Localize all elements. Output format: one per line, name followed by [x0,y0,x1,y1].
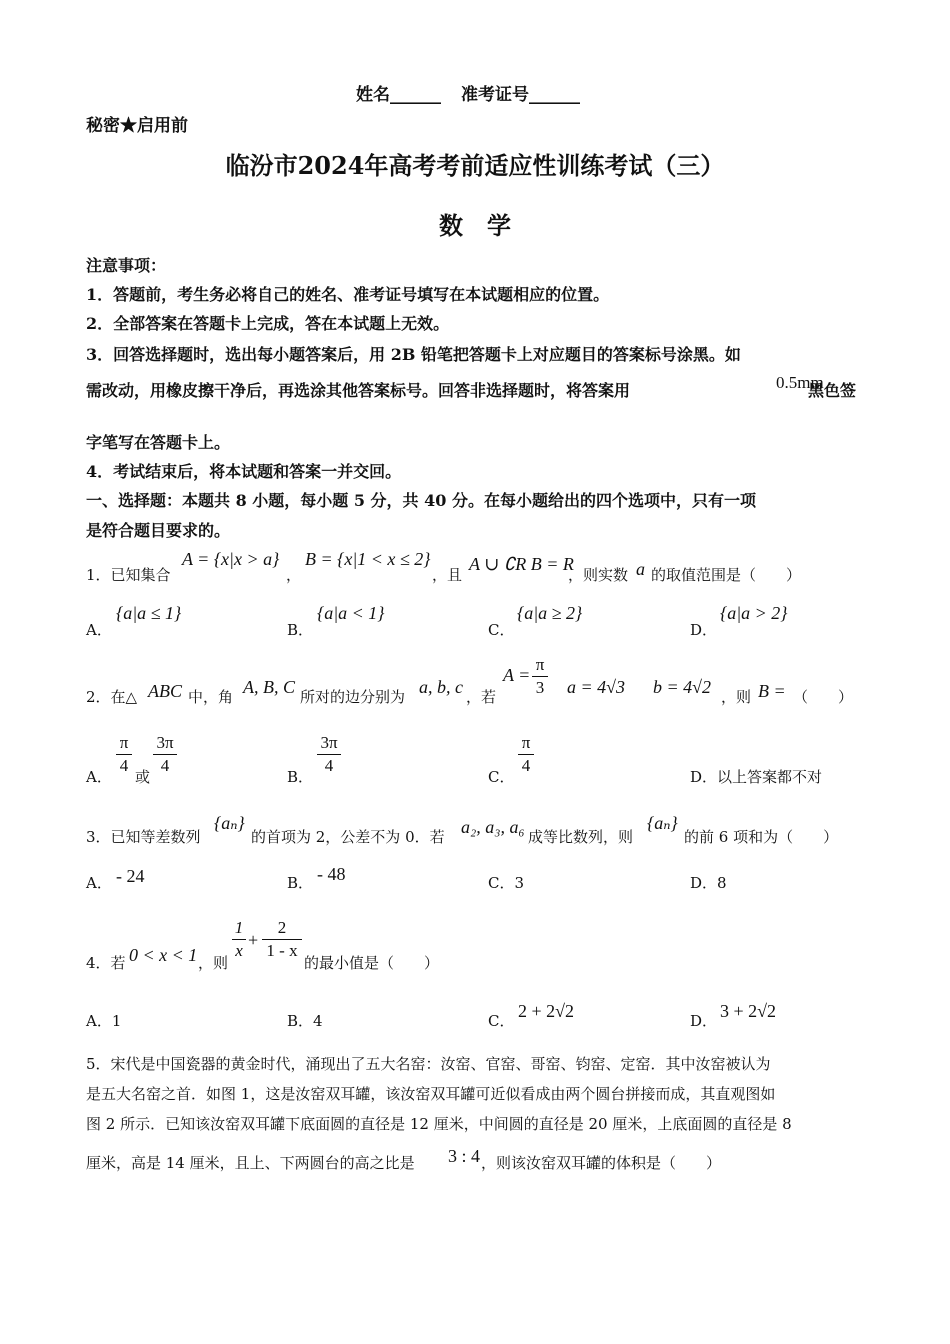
q1-option-a-label: A． [86,621,112,639]
fraction-bar [262,939,302,940]
name-field-label: 姓名______ [356,85,441,105]
q4-option-d-label: D． [690,1012,718,1030]
q5-line-2: 是五大名窑之首．如图 1，这是汝窑双耳罐，该汝窑双耳罐可近似看成由两个圆台拼接而成，其直观图如 [86,1085,776,1103]
q3-mid-1: 的首项为 2，公差不为 0．若 [251,828,445,846]
q2-side-b: b = 4√2 [653,677,712,697]
q1-option-d: {a|a > 2} [720,603,788,623]
q3-prefix: 3．已知等差数列 [86,828,201,846]
q1-option-b-label: B． [287,621,314,639]
q2-mid-2: 所对的边分别为 [300,688,406,706]
q2-option-d: D．以上答案都不对 [690,768,823,786]
q4-suffix: 的最小值是（ ） [304,954,440,972]
confidential-mark: 秘密★启用前 [86,116,188,136]
numerator: π [119,733,129,752]
subject-title: 数 学 [439,211,511,240]
q1-suffix-1: ，则实数 [568,566,629,584]
q3-sequence-2: {aₙ} [647,813,678,833]
q1-suffix-2: 的取值范围是（ ） [651,566,802,584]
note-3-line-3: 字笔写在答题卡上。 [86,433,231,452]
q4-option-c: 2 + 2√2 [518,1001,575,1021]
note-3-line-2b: 黑色签 [808,381,857,400]
q4-option-b: B．4 [287,1012,323,1030]
numerator: 2 [277,918,287,937]
q2-option-b-label: B． [287,768,314,786]
fraction-bar [518,754,534,755]
q4-range: 0 < x < 1 [129,945,198,965]
fraction-bar [232,939,246,940]
q2-option-a-fraction-1 [116,733,132,776]
q1-option-a: {a|a ≤ 1} [116,603,182,623]
note-2: 2．全部答案在答题卡上完成，答在本试题上无效。 [86,314,450,333]
q3-suffix: 的前 6 项和为（ ） [684,828,839,846]
q2-sides: a, b, c [419,677,463,697]
fraction-bar [317,754,341,755]
q1-set-a: A = {x|x > a} [182,549,280,569]
q1-condition: A ∪ ∁R B = R [469,554,574,574]
q2-a-angle: A = [503,665,531,685]
q3-terms: a₂, a₃, a₆ [461,817,525,837]
note-4: 4．考试结束后，将本试题和答案一并交回。 [86,462,402,481]
q4-fraction-1 [232,918,246,961]
q5-line-4a: 厘米，高是 14 厘米，且上、下两圆台的高之比是 [86,1154,415,1172]
fraction-bar [153,754,177,755]
q2-angles: A, B, C [243,677,295,697]
q4-option-a: A．1 [86,1012,122,1030]
q2-a-numerator: π [535,655,545,674]
q5-line-3: 图 2 所示．已知该汝窑双耳罐下底面圆的直径是 12 厘米，中间圆的直径是 20 厘米，上底面圆的直径是 8 [86,1115,792,1133]
q1-option-d-label: D． [690,621,718,639]
q4-option-c-label: C． [488,1012,515,1030]
q2-suffix-1: ，则 [721,688,752,706]
q2-mid-3: ，若 [466,688,497,706]
q3-mid-2: 成等比数列，则 [528,828,634,846]
denominator: 4 [119,756,129,775]
section-1-instructions-line-2: 是符合题目要求的。 [86,521,231,540]
note-3-line-2a: 需改动，用橡皮擦干净后，再选涂其他答案标号。回答非选择题时，将答案用 [86,381,631,400]
q2-option-a-fraction-2 [153,733,177,776]
q4-fraction-2 [262,918,302,961]
numerator: 1 [234,918,244,937]
q3-option-d: D．8 [690,874,727,892]
q1-option-b: {a|a < 1} [317,603,385,623]
q3-sequence: {aₙ} [214,813,245,833]
q3-option-a: - 24 [116,866,145,886]
denominator: 1 - x [266,941,298,960]
q2-side-a: a = 4√3 [567,677,626,697]
q3-option-c: C．3 [488,874,525,892]
notes-heading: 注意事项： [86,256,167,275]
q1-comma: ， [286,566,302,584]
note-1: 1．答题前，考生务必将自己的姓名、准考证号填写在本试题相应的位置。 [86,285,610,304]
q2-option-c-label: C． [488,768,515,786]
q2-option-a-or: 或 [135,768,151,786]
q2-triangle: ABC [148,681,182,701]
fraction-bar [532,676,548,677]
denominator: x [235,941,243,960]
q3-option-b-label: B． [287,874,314,892]
fraction-bar [116,754,132,755]
q4-prefix: 4．若 [86,954,126,972]
numerator: π [521,733,531,752]
q2-prefix: 2．在△ [86,688,138,706]
q1-option-c-label: C． [488,621,515,639]
numerator: 3π [320,733,338,752]
q4-mid: ，则 [198,954,229,972]
q1-set-b: B = {x|1 < x ≤ 2} [305,549,431,569]
q2-option-b-fraction [317,733,341,776]
exam-title: 临汾市2024年高考考前适应性训练考试（三） [225,151,725,180]
pen-width: 0.5mm [776,373,824,392]
q1-option-c: {a|a ≥ 2} [517,603,583,623]
q4-option-d: 3 + 2√2 [720,1001,777,1021]
numerator: 3π [156,733,174,752]
denominator: 4 [324,756,334,775]
q1-mid: ，且 [432,566,463,584]
note-3-line-1: 3．回答选择题时，选出每小题答案后，用 2B 铅笔把答题卡上对应题目的答案标号涂黑。如 [86,345,741,364]
q2-option-c-fraction [518,733,534,776]
exam-id-field-label: 准考证号______ [461,85,580,105]
q2-suffix-2: （ ） [793,688,854,706]
q3-option-b: - 48 [317,864,346,884]
q2-a-angle-fraction [532,655,548,698]
q2-mid-1: 中，角 [188,688,234,706]
q5-ratio: 3 : 4 [448,1146,481,1166]
q5-line-4b: ，则该汝窑双耳罐的体积是（ ） [481,1154,722,1172]
q1-var: a [636,559,645,579]
q3-option-a-label: A． [86,874,112,892]
q2-option-a-label: A． [86,768,112,786]
q4-plus: + [248,930,259,950]
denominator: 4 [160,756,170,775]
section-1-instructions-line-1: 一、选择题：本题共 8 小题，每小题 5 分，共 40 分。在每小题给出的四个选项中，只有一项 [86,491,756,510]
denominator: 4 [521,756,531,775]
q1-prefix: 1．已知集合 [86,566,171,584]
q5-line-1: 5．宋代是中国瓷器的黄金时代，涌现出了五大名窑：汝窑、官窑、哥窑、钧窑、定窑．其中汝窑被认为 [86,1055,771,1073]
q2-a-denominator: 3 [535,678,545,697]
q2-b-angle: B = [758,681,786,701]
